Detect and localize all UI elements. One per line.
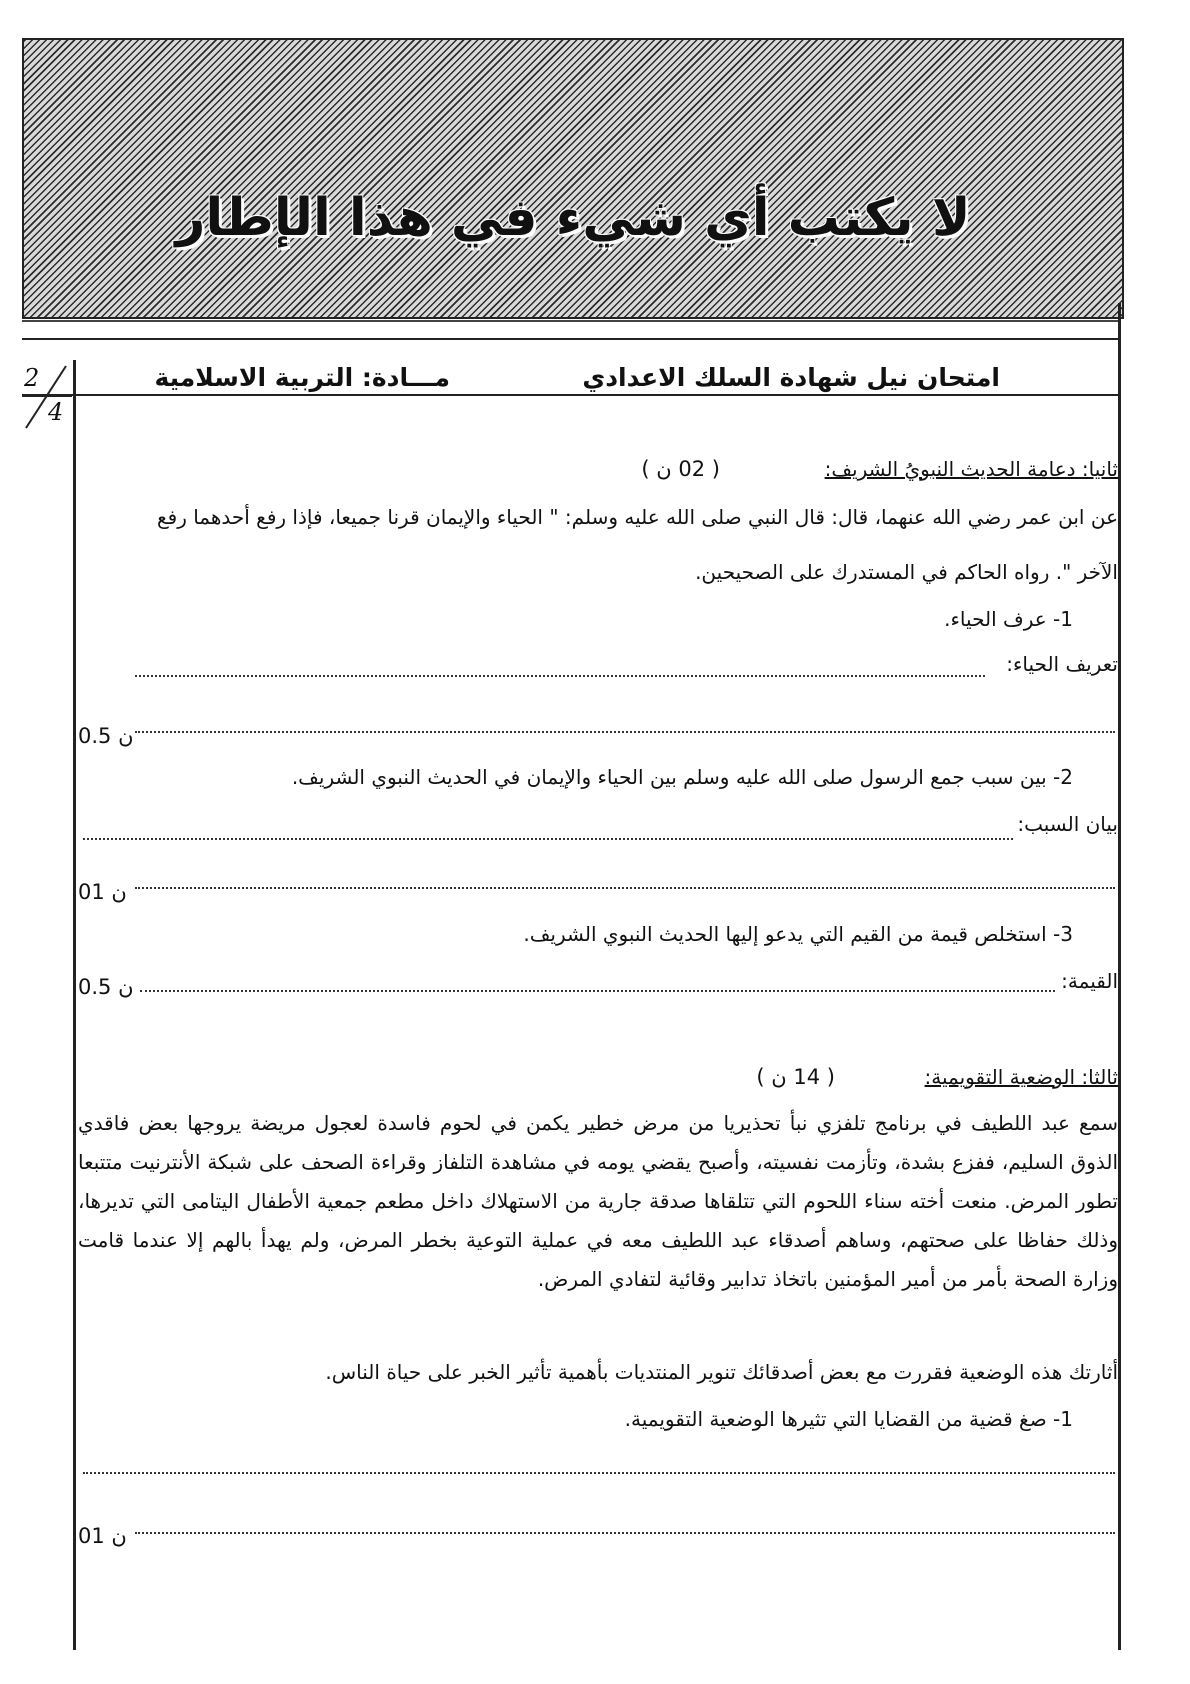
answer-line[interactable] [83,1472,1115,1474]
no-write-banner [22,38,1124,319]
s2-q2-points: 01 ن [78,880,127,904]
s2-q1-answer-label: تعريف الحياء: [1006,652,1118,676]
page-current: 2 [24,364,40,392]
page-total: 4 [48,398,64,426]
answer-line[interactable] [135,1532,1115,1534]
banner-text: لا يكتب أي شيء في هذا الإطار [175,188,971,248]
header-bottom-rule [22,394,1120,396]
right-margin-rule [1118,303,1121,1650]
s2-question-2: 2- بين سبب جمع الرسول صلى الله عليه وسلم بين الحياء والإيمان في الحديث النبوي الشريف. [291,765,1073,789]
subject-label: مـــادة: التربية الاسلامية [154,363,450,392]
section2-title: ثانيا: دعامة الحديث النبويُ الشريف: [824,457,1118,481]
header-top-rule [22,338,1120,340]
s2-q3-points: 0.5 ن [78,975,134,999]
hadith-line-2: الآخر ". رواه الحاكم في المستدرك على الصحيحين. [695,560,1118,584]
answer-line[interactable] [135,675,985,677]
s3-question-1: 1- صغ قضية من القضايا التي تثيرها الوضعية التقويمية. [624,1407,1073,1431]
answer-line[interactable] [135,887,1115,889]
hadith-line-1: عن ابن عمر رضي الله عنهما، قال: قال النبي صلى الله عليه وسلم: " الحياء والإيمان قرنا جميعا، فإذا رفع أحدهما رفع [156,505,1118,529]
s2-q2-answer-label: بيان السبب: [1017,812,1118,836]
s2-question-3: 3- استخلص قيمة من القيم التي يدعو إليها الحديث النبوي الشريف. [523,922,1073,946]
section2-points: ( 02 ن ) [641,457,720,481]
s2-q1-points: 0.5 ن [78,724,134,748]
left-margin-rule [73,360,76,1650]
answer-line[interactable] [83,838,1013,840]
answer-line[interactable] [140,990,1055,992]
s2-q3-answer-label: القيمة: [1061,969,1118,993]
exam-title: امتحان نيل شهادة السلك الاعدادي [582,363,1000,392]
divider [22,320,1120,322]
s3-q1-points: 01 ن [78,1524,127,1548]
situation-text: سمع عبد اللطيف في برنامج تلفزي نبأ تحذيريا من مرض خطير يكمن في لحوم فاسدة لعجول مريضة يروجها بعض فاقدي الذوق السليم، ففزع بشدة، وتأزمت نفسيته، وأصبح يقضي يومه في مشاهدة التلفاز وقراءة الصحف على شبكة الأنترنيت متتبعا تطور المرض. منعت أخته سناء اللحوم التي تتلقاها صدقة جارية من الاستهلاك داخل مطعم جمعية الأطفال اليتامى التي تديرها، وذلك حفاظا على صحتهم، وساهم أصدقاء عبد اللطيف معه في عملية التوعية بخطر المرض، ولم يهدأ بالهم إلا عندما قامت وزارة الصحة بأمر من أمير المؤمنين باتخاذ تدابير وقائية لتفادي المرض. [78,1111,1118,1291]
section3-title: ثالثا: الوضعية التقويمية: [924,1065,1118,1089]
answer-line[interactable] [135,731,1115,733]
s2-question-1: 1- عرف الحياء. [944,607,1073,631]
situation-last-line: أثارتك هذه الوضعية فقررت مع بعض أصدقائك تنوير المنتديات بأهمية تأثير الخبر على حياة الناس. [325,1360,1118,1384]
page-number-box [22,362,72,430]
section3-points: ( 14 ن ) [756,1065,835,1089]
